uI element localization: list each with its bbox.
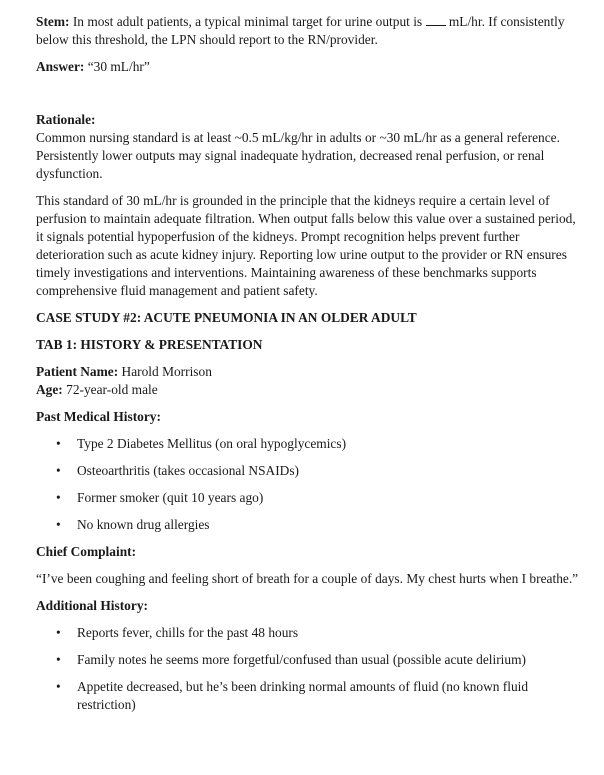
stem-label: Stem:	[36, 14, 70, 29]
list-item: • Family notes he seems more forgetful/confused than usual (possible acute delirium)	[56, 652, 526, 667]
patient-name-label: Patient Name:	[36, 364, 119, 379]
bullet-icon: •	[56, 625, 61, 640]
pmh-heading: Past Medical History:	[36, 409, 161, 424]
case-study-title: CASE STUDY #2: ACUTE PNEUMONIA IN AN OLDER ADULT	[36, 310, 417, 325]
patient-name-line	[36, 363, 581, 381]
age-line	[36, 381, 581, 399]
bullet-icon: •	[56, 490, 61, 505]
patient-name: Harold Morrison	[118, 364, 212, 379]
bullet-icon: •	[56, 517, 61, 532]
stem-paragraph	[36, 13, 581, 49]
list-item: • Osteoarthritis (takes occasional NSAIDs)	[56, 463, 300, 478]
document-page	[36, 13, 581, 714]
pmh-list	[36, 435, 581, 534]
stem-text-before: In most adult patients, a typical minimal target for urine output is	[69, 14, 426, 29]
age-value: 72-year-old male	[62, 382, 158, 397]
answer-label: Answer:	[36, 59, 85, 74]
bullet-icon: •	[56, 652, 61, 667]
bullet-icon: •	[56, 436, 61, 451]
stem-text-after: mL/hr. If consistently below this threshold, the LPN should report to the RN/provider.	[36, 14, 565, 47]
additional-history-list	[36, 624, 581, 714]
answer-value: “30 mL/hr”	[84, 59, 150, 74]
bullet-icon: •	[56, 679, 61, 694]
list-item: • Appetite decreased, but he’s been drinking normal amounts of fluid (no known fluid restriction)	[56, 679, 529, 712]
list-item: • Type 2 Diabetes Mellitus (on oral hypoglycemics)	[56, 436, 347, 451]
chief-complaint-heading: Chief Complaint:	[36, 544, 137, 559]
bullet-icon: •	[56, 463, 61, 478]
tab-heading: TAB 1: HISTORY & PRESENTATION	[36, 337, 263, 352]
list-item: • Reports fever, chills for the past 48 hours	[56, 625, 299, 640]
rationale-paragraph-2: This standard of 30 mL/hr is grounded in the principle that the kidneys require a certain level of perfusion to maintain adequate filtration. When output falls below this value over a sustained period, it signals potential hypoperfusion of the kidneys. Prompt recognition helps prevent further deterioration such as acute kidney injury. Reporting low urine output to the provider or RN ensures timely investigations and interventions. Maintaining awareness of these benchmarks supports comprehensive fluid management and patient safety.	[36, 193, 576, 298]
chief-complaint-text: “I’ve been coughing and feeling short of breath for a couple of days. My chest hurts when I breathe.”	[36, 571, 579, 586]
list-item: • No known drug allergies	[56, 517, 210, 532]
blank-line	[426, 15, 446, 26]
rationale-heading: Rationale:	[36, 112, 96, 127]
additional-history-heading: Additional History:	[36, 598, 148, 613]
list-item: • Former smoker (quit 10 years ago)	[56, 490, 264, 505]
answer-paragraph	[36, 58, 581, 76]
rationale-paragraph-1: Common nursing standard is at least ~0.5 mL/kg/hr in adults or ~30 mL/hr as a general reference. Persistently lower outputs may signal inadequate hydration, decreased renal perfusion, or renal dysfunction.	[36, 130, 560, 181]
age-label: Age:	[36, 382, 63, 397]
